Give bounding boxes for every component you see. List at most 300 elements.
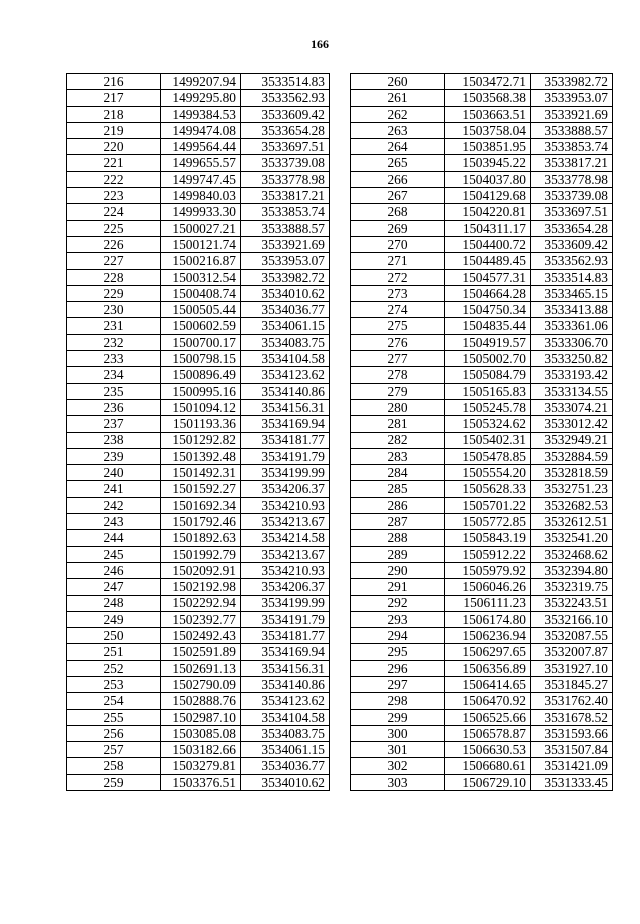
x-coordinate-cell: 1502888.76 <box>161 693 241 709</box>
table-row <box>67 709 330 725</box>
x-coordinate-cell: 1506578.87 <box>445 725 531 741</box>
table-row <box>67 579 330 595</box>
point-number-cell: 265 <box>351 155 445 171</box>
x-coordinate-cell: 1505245.78 <box>445 399 531 415</box>
table-row <box>351 285 613 301</box>
table-row <box>67 74 330 90</box>
table-row <box>351 351 613 367</box>
table-row <box>67 236 330 252</box>
point-number-cell: 223 <box>67 188 161 204</box>
y-coordinate-cell: 3534199.99 <box>241 595 330 611</box>
y-coordinate-cell: 3533778.98 <box>241 171 330 187</box>
y-coordinate-cell: 3533306.70 <box>531 334 613 350</box>
table-row <box>67 628 330 644</box>
table-row <box>351 758 613 774</box>
x-coordinate-cell: 1503758.04 <box>445 122 531 138</box>
x-coordinate-cell: 1506236.94 <box>445 628 531 644</box>
table-row <box>351 188 613 204</box>
point-number-cell: 255 <box>67 709 161 725</box>
x-coordinate-cell: 1504489.45 <box>445 253 531 269</box>
point-number-cell: 288 <box>351 530 445 546</box>
point-number-cell: 244 <box>67 530 161 546</box>
y-coordinate-cell: 3534010.62 <box>241 774 330 790</box>
y-coordinate-cell: 3533250.82 <box>531 351 613 367</box>
y-coordinate-cell: 3533982.72 <box>531 74 613 90</box>
point-number-cell: 227 <box>67 253 161 269</box>
point-number-cell: 267 <box>351 188 445 204</box>
y-coordinate-cell: 3534036.77 <box>241 302 330 318</box>
table-row <box>351 269 613 285</box>
point-number-cell: 301 <box>351 742 445 758</box>
y-coordinate-cell: 3533953.07 <box>241 253 330 269</box>
y-coordinate-cell: 3531845.27 <box>531 676 613 692</box>
table-row <box>67 448 330 464</box>
table-row <box>67 562 330 578</box>
x-coordinate-cell: 1501892.63 <box>161 530 241 546</box>
y-coordinate-cell: 3534104.58 <box>241 709 330 725</box>
table-row <box>67 351 330 367</box>
x-coordinate-cell: 1501292.82 <box>161 432 241 448</box>
table-row <box>67 774 330 790</box>
y-coordinate-cell: 3533739.08 <box>241 155 330 171</box>
point-number-cell: 268 <box>351 204 445 220</box>
table-row <box>351 628 613 644</box>
x-coordinate-cell: 1500505.44 <box>161 302 241 318</box>
table-row <box>351 432 613 448</box>
point-number-cell: 262 <box>351 106 445 122</box>
table-row <box>351 595 613 611</box>
point-number-cell: 291 <box>351 579 445 595</box>
table-row <box>351 644 613 660</box>
y-coordinate-cell: 3532319.75 <box>531 579 613 595</box>
y-coordinate-cell: 3532949.21 <box>531 432 613 448</box>
y-coordinate-cell: 3533888.57 <box>531 122 613 138</box>
x-coordinate-cell: 1502192.98 <box>161 579 241 595</box>
point-number-cell: 275 <box>351 318 445 334</box>
table-row <box>67 302 330 318</box>
x-coordinate-cell: 1505912.22 <box>445 546 531 562</box>
point-number-cell: 241 <box>67 481 161 497</box>
point-number-cell: 266 <box>351 171 445 187</box>
point-number-cell: 228 <box>67 269 161 285</box>
x-coordinate-cell: 1503851.95 <box>445 139 531 155</box>
point-number-cell: 237 <box>67 416 161 432</box>
y-coordinate-cell: 3534191.79 <box>241 611 330 627</box>
y-coordinate-cell: 3534199.99 <box>241 465 330 481</box>
y-coordinate-cell: 3533817.21 <box>241 188 330 204</box>
point-number-cell: 273 <box>351 285 445 301</box>
x-coordinate-cell: 1503182.66 <box>161 742 241 758</box>
x-coordinate-cell: 1499207.94 <box>161 74 241 90</box>
table-row <box>351 122 613 138</box>
x-coordinate-cell: 1504311.17 <box>445 220 531 236</box>
point-number-cell: 297 <box>351 676 445 692</box>
x-coordinate-cell: 1500700.17 <box>161 334 241 350</box>
x-coordinate-cell: 1506729.10 <box>445 774 531 790</box>
y-coordinate-cell: 3534010.62 <box>241 285 330 301</box>
point-number-cell: 263 <box>351 122 445 138</box>
table-row <box>351 171 613 187</box>
y-coordinate-cell: 3534210.93 <box>241 497 330 513</box>
x-coordinate-cell: 1500995.16 <box>161 383 241 399</box>
x-coordinate-cell: 1503085.08 <box>161 725 241 741</box>
table-row <box>351 676 613 692</box>
y-coordinate-cell: 3534206.37 <box>241 579 330 595</box>
point-number-cell: 289 <box>351 546 445 562</box>
y-coordinate-cell: 3532884.59 <box>531 448 613 464</box>
x-coordinate-cell: 1502392.77 <box>161 611 241 627</box>
y-coordinate-cell: 3534140.86 <box>241 676 330 692</box>
y-coordinate-cell: 3532751.23 <box>531 481 613 497</box>
table-row <box>67 530 330 546</box>
y-coordinate-cell: 3533778.98 <box>531 171 613 187</box>
point-number-cell: 299 <box>351 709 445 725</box>
y-coordinate-cell: 3533921.69 <box>241 236 330 252</box>
x-coordinate-cell: 1506046.26 <box>445 579 531 595</box>
x-coordinate-cell: 1505701.22 <box>445 497 531 513</box>
point-number-cell: 261 <box>351 90 445 106</box>
table-row <box>67 742 330 758</box>
x-coordinate-cell: 1506525.66 <box>445 709 531 725</box>
point-number-cell: 222 <box>67 171 161 187</box>
point-number-cell: 254 <box>67 693 161 709</box>
x-coordinate-cell: 1499474.08 <box>161 122 241 138</box>
point-number-cell: 278 <box>351 367 445 383</box>
x-coordinate-cell: 1501492.31 <box>161 465 241 481</box>
x-coordinate-cell: 1505628.33 <box>445 481 531 497</box>
coordinates-table-left <box>66 73 330 791</box>
x-coordinate-cell: 1504037.80 <box>445 171 531 187</box>
point-number-cell: 236 <box>67 399 161 415</box>
table-row <box>351 514 613 530</box>
table-row <box>351 399 613 415</box>
point-number-cell: 281 <box>351 416 445 432</box>
point-number-cell: 300 <box>351 725 445 741</box>
x-coordinate-cell: 1499933.30 <box>161 204 241 220</box>
point-number-cell: 292 <box>351 595 445 611</box>
table-row <box>351 139 613 155</box>
x-coordinate-cell: 1500121.74 <box>161 236 241 252</box>
x-coordinate-cell: 1503472.71 <box>445 74 531 90</box>
table-row <box>351 660 613 676</box>
page-number: 166 <box>311 37 329 51</box>
x-coordinate-cell: 1503568.38 <box>445 90 531 106</box>
point-number-cell: 242 <box>67 497 161 513</box>
point-number-cell: 226 <box>67 236 161 252</box>
table-row <box>67 318 330 334</box>
x-coordinate-cell: 1501992.79 <box>161 546 241 562</box>
y-coordinate-cell: 3532007.87 <box>531 644 613 660</box>
y-coordinate-cell: 3534083.75 <box>241 725 330 741</box>
point-number-cell: 216 <box>67 74 161 90</box>
x-coordinate-cell: 1504835.44 <box>445 318 531 334</box>
y-coordinate-cell: 3531762.40 <box>531 693 613 709</box>
table-row <box>67 334 330 350</box>
table-row <box>67 139 330 155</box>
point-number-cell: 253 <box>67 676 161 692</box>
x-coordinate-cell: 1504919.57 <box>445 334 531 350</box>
point-number-cell: 229 <box>67 285 161 301</box>
y-coordinate-cell: 3531333.45 <box>531 774 613 790</box>
table-row <box>351 611 613 627</box>
point-number-cell: 238 <box>67 432 161 448</box>
y-coordinate-cell: 3531507.84 <box>531 742 613 758</box>
x-coordinate-cell: 1502092.91 <box>161 562 241 578</box>
x-coordinate-cell: 1506470.92 <box>445 693 531 709</box>
y-coordinate-cell: 3533697.51 <box>241 139 330 155</box>
table-row <box>351 465 613 481</box>
point-number-cell: 283 <box>351 448 445 464</box>
x-coordinate-cell: 1502987.10 <box>161 709 241 725</box>
point-number-cell: 269 <box>351 220 445 236</box>
x-coordinate-cell: 1499840.03 <box>161 188 241 204</box>
table-row <box>67 514 330 530</box>
y-coordinate-cell: 3534181.77 <box>241 432 330 448</box>
table-row <box>351 709 613 725</box>
y-coordinate-cell: 3534214.58 <box>241 530 330 546</box>
point-number-cell: 271 <box>351 253 445 269</box>
point-number-cell: 296 <box>351 660 445 676</box>
point-number-cell: 250 <box>67 628 161 644</box>
x-coordinate-cell: 1501193.36 <box>161 416 241 432</box>
x-coordinate-cell: 1504220.81 <box>445 204 531 220</box>
table-row <box>67 758 330 774</box>
x-coordinate-cell: 1504664.28 <box>445 285 531 301</box>
y-coordinate-cell: 3533921.69 <box>531 106 613 122</box>
y-coordinate-cell: 3534181.77 <box>241 628 330 644</box>
y-coordinate-cell: 3533465.15 <box>531 285 613 301</box>
table-row <box>67 90 330 106</box>
point-number-cell: 245 <box>67 546 161 562</box>
x-coordinate-cell: 1505165.83 <box>445 383 531 399</box>
x-coordinate-cell: 1502691.13 <box>161 660 241 676</box>
x-coordinate-cell: 1501792.46 <box>161 514 241 530</box>
y-coordinate-cell: 3533514.83 <box>241 74 330 90</box>
point-number-cell: 256 <box>67 725 161 741</box>
y-coordinate-cell: 3533074.21 <box>531 399 613 415</box>
table-row <box>67 253 330 269</box>
point-number-cell: 251 <box>67 644 161 660</box>
table-row <box>67 693 330 709</box>
point-number-cell: 220 <box>67 139 161 155</box>
x-coordinate-cell: 1501094.12 <box>161 399 241 415</box>
x-coordinate-cell: 1500798.15 <box>161 351 241 367</box>
point-number-cell: 240 <box>67 465 161 481</box>
point-number-cell: 232 <box>67 334 161 350</box>
x-coordinate-cell: 1506414.65 <box>445 676 531 692</box>
x-coordinate-cell: 1503945.22 <box>445 155 531 171</box>
x-coordinate-cell: 1505772.85 <box>445 514 531 530</box>
y-coordinate-cell: 3533953.07 <box>531 90 613 106</box>
y-coordinate-cell: 3532818.59 <box>531 465 613 481</box>
y-coordinate-cell: 3534156.31 <box>241 399 330 415</box>
point-number-cell: 282 <box>351 432 445 448</box>
point-number-cell: 259 <box>67 774 161 790</box>
table-row <box>67 204 330 220</box>
x-coordinate-cell: 1503663.51 <box>445 106 531 122</box>
x-coordinate-cell: 1500602.59 <box>161 318 241 334</box>
y-coordinate-cell: 3531421.09 <box>531 758 613 774</box>
y-coordinate-cell: 3533514.83 <box>531 269 613 285</box>
table-row <box>351 90 613 106</box>
table-row <box>67 220 330 236</box>
point-number-cell: 235 <box>67 383 161 399</box>
y-coordinate-cell: 3533982.72 <box>241 269 330 285</box>
x-coordinate-cell: 1501392.48 <box>161 448 241 464</box>
x-coordinate-cell: 1506111.23 <box>445 595 531 611</box>
y-coordinate-cell: 3532087.55 <box>531 628 613 644</box>
x-coordinate-cell: 1499655.57 <box>161 155 241 171</box>
y-coordinate-cell: 3533609.42 <box>531 236 613 252</box>
point-number-cell: 280 <box>351 399 445 415</box>
table-row <box>67 481 330 497</box>
table-row <box>67 725 330 741</box>
point-number-cell: 298 <box>351 693 445 709</box>
y-coordinate-cell: 3534191.79 <box>241 448 330 464</box>
coordinates-table-right <box>350 73 613 791</box>
x-coordinate-cell: 1505554.20 <box>445 465 531 481</box>
point-number-cell: 277 <box>351 351 445 367</box>
point-number-cell: 258 <box>67 758 161 774</box>
y-coordinate-cell: 3534061.15 <box>241 742 330 758</box>
y-coordinate-cell: 3533413.88 <box>531 302 613 318</box>
table-row <box>351 562 613 578</box>
point-number-cell: 272 <box>351 269 445 285</box>
x-coordinate-cell: 1506680.61 <box>445 758 531 774</box>
x-coordinate-cell: 1505324.62 <box>445 416 531 432</box>
x-coordinate-cell: 1504577.31 <box>445 269 531 285</box>
x-coordinate-cell: 1501592.27 <box>161 481 241 497</box>
y-coordinate-cell: 3531678.52 <box>531 709 613 725</box>
point-number-cell: 295 <box>351 644 445 660</box>
point-number-cell: 248 <box>67 595 161 611</box>
table-row <box>67 285 330 301</box>
table-row <box>67 269 330 285</box>
y-coordinate-cell: 3532682.53 <box>531 497 613 513</box>
x-coordinate-cell: 1505478.85 <box>445 448 531 464</box>
y-coordinate-cell: 3533562.93 <box>241 90 330 106</box>
y-coordinate-cell: 3534156.31 <box>241 660 330 676</box>
y-coordinate-cell: 3533654.28 <box>241 122 330 138</box>
table-row <box>67 432 330 448</box>
x-coordinate-cell: 1499384.53 <box>161 106 241 122</box>
table-row <box>67 367 330 383</box>
y-coordinate-cell: 3534061.15 <box>241 318 330 334</box>
x-coordinate-cell: 1504129.68 <box>445 188 531 204</box>
y-coordinate-cell: 3532394.80 <box>531 562 613 578</box>
point-number-cell: 257 <box>67 742 161 758</box>
y-coordinate-cell: 3534206.37 <box>241 481 330 497</box>
y-coordinate-cell: 3533888.57 <box>241 220 330 236</box>
x-coordinate-cell: 1502790.09 <box>161 676 241 692</box>
point-number-cell: 264 <box>351 139 445 155</box>
y-coordinate-cell: 3534036.77 <box>241 758 330 774</box>
table-row <box>351 302 613 318</box>
point-number-cell: 249 <box>67 611 161 627</box>
table-row <box>351 481 613 497</box>
table-row <box>351 367 613 383</box>
x-coordinate-cell: 1506356.89 <box>445 660 531 676</box>
table-row <box>351 74 613 90</box>
table-row <box>67 644 330 660</box>
table-row <box>67 399 330 415</box>
table-row <box>351 725 613 741</box>
point-number-cell: 247 <box>67 579 161 595</box>
point-number-cell: 230 <box>67 302 161 318</box>
y-coordinate-cell: 3533697.51 <box>531 204 613 220</box>
y-coordinate-cell: 3534213.67 <box>241 514 330 530</box>
y-coordinate-cell: 3532468.62 <box>531 546 613 562</box>
x-coordinate-cell: 1499564.44 <box>161 139 241 155</box>
x-coordinate-cell: 1500027.21 <box>161 220 241 236</box>
y-coordinate-cell: 3534210.93 <box>241 562 330 578</box>
point-number-cell: 239 <box>67 448 161 464</box>
x-coordinate-cell: 1502292.94 <box>161 595 241 611</box>
y-coordinate-cell: 3533609.42 <box>241 106 330 122</box>
table-row <box>67 546 330 562</box>
x-coordinate-cell: 1506297.65 <box>445 644 531 660</box>
y-coordinate-cell: 3533012.42 <box>531 416 613 432</box>
y-coordinate-cell: 3533562.93 <box>531 253 613 269</box>
point-number-cell: 219 <box>67 122 161 138</box>
point-number-cell: 270 <box>351 236 445 252</box>
point-number-cell: 284 <box>351 465 445 481</box>
x-coordinate-cell: 1500408.74 <box>161 285 241 301</box>
y-coordinate-cell: 3534213.67 <box>241 546 330 562</box>
x-coordinate-cell: 1506630.53 <box>445 742 531 758</box>
x-coordinate-cell: 1503376.51 <box>161 774 241 790</box>
table-row <box>67 465 330 481</box>
point-number-cell: 252 <box>67 660 161 676</box>
x-coordinate-cell: 1502591.89 <box>161 644 241 660</box>
table-row <box>351 106 613 122</box>
point-number-cell: 279 <box>351 383 445 399</box>
table-row <box>351 204 613 220</box>
point-number-cell: 290 <box>351 562 445 578</box>
table-row <box>351 742 613 758</box>
x-coordinate-cell: 1499747.45 <box>161 171 241 187</box>
y-coordinate-cell: 3534123.62 <box>241 367 330 383</box>
y-coordinate-cell: 3532541.20 <box>531 530 613 546</box>
y-coordinate-cell: 3532612.51 <box>531 514 613 530</box>
x-coordinate-cell: 1500312.54 <box>161 269 241 285</box>
table-row <box>351 530 613 546</box>
point-number-cell: 224 <box>67 204 161 220</box>
y-coordinate-cell: 3532243.51 <box>531 595 613 611</box>
x-coordinate-cell: 1503279.81 <box>161 758 241 774</box>
point-number-cell: 234 <box>67 367 161 383</box>
x-coordinate-cell: 1500896.49 <box>161 367 241 383</box>
point-number-cell: 302 <box>351 758 445 774</box>
table-row <box>351 579 613 595</box>
point-number-cell: 276 <box>351 334 445 350</box>
point-number-cell: 218 <box>67 106 161 122</box>
table-row <box>67 122 330 138</box>
point-number-cell: 260 <box>351 74 445 90</box>
y-coordinate-cell: 3533654.28 <box>531 220 613 236</box>
x-coordinate-cell: 1501692.34 <box>161 497 241 513</box>
table-row <box>67 416 330 432</box>
x-coordinate-cell: 1502492.43 <box>161 628 241 644</box>
table-row <box>351 774 613 790</box>
x-coordinate-cell: 1504750.34 <box>445 302 531 318</box>
y-coordinate-cell: 3533134.55 <box>531 383 613 399</box>
table-row <box>67 171 330 187</box>
y-coordinate-cell: 3533361.06 <box>531 318 613 334</box>
table-row <box>351 155 613 171</box>
table-row <box>351 416 613 432</box>
x-coordinate-cell: 1505002.70 <box>445 351 531 367</box>
